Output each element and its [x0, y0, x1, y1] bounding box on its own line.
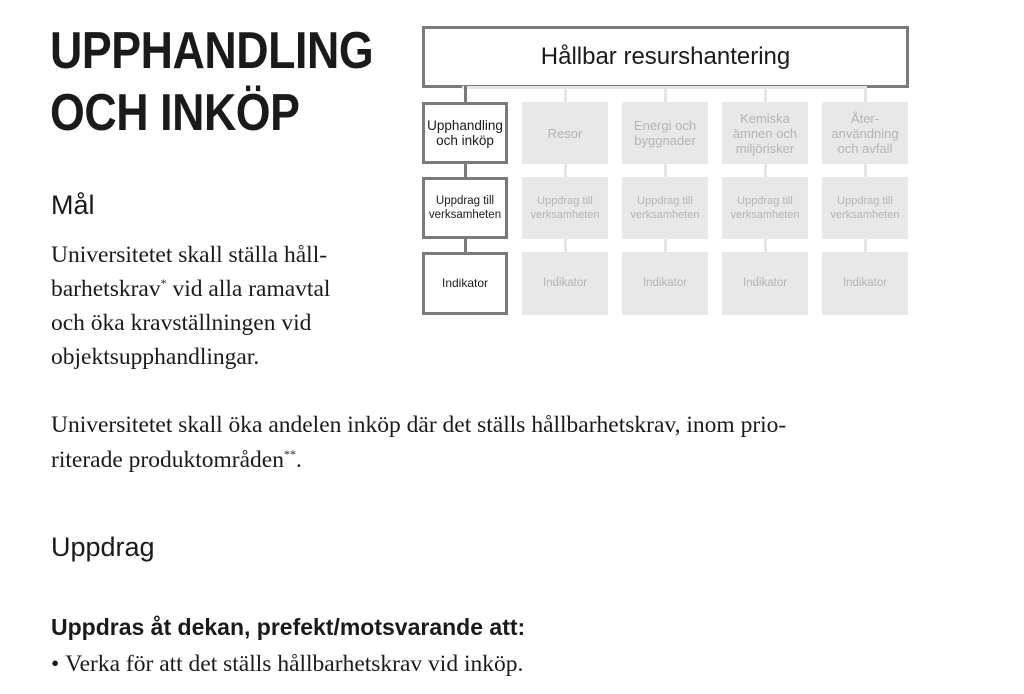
page-title-line-2: OCH INKÖP [50, 84, 300, 142]
mission-box-text-line: verksamheten [830, 209, 900, 221]
mission-box-text-line: Uppdrag till [637, 195, 693, 207]
indicator-box [722, 252, 808, 315]
mission-box-label [630, 194, 699, 222]
mission-box-label [830, 194, 899, 222]
diagram-connector-vertical [564, 164, 567, 177]
diagram-connector-vertical [664, 164, 667, 177]
goal-2-line-2: riterade produktområden [51, 447, 284, 473]
goal-1-line-2-end: vid alla ramavtal [166, 276, 331, 302]
goal-paragraph-1 [51, 238, 391, 374]
indicator-box-text-line: Indikator [842, 277, 888, 289]
indicator-box [522, 252, 608, 315]
goal-1-line-4: objektsupphandlingar. [51, 344, 260, 370]
category-box-label [733, 111, 797, 156]
indicator-box [622, 252, 708, 315]
goal-2-line-1: Universitetet skall öka andelen inköp där det ställs hållbarhetskrav, inom prio- [51, 412, 787, 438]
mission-box [522, 177, 608, 239]
indicator-box [422, 252, 508, 315]
list-item [51, 648, 523, 680]
footnote-marker: * [160, 276, 167, 290]
goal-2-period: . [295, 447, 302, 473]
diagram-connector-vertical [864, 239, 867, 252]
mission-box-label [429, 194, 501, 222]
mission-box-label [730, 194, 799, 222]
diagram-connector-vertical [664, 239, 667, 252]
category-box-text-line: ämnen och [732, 125, 798, 141]
footnote-marker-double: ** [283, 447, 296, 461]
diagram-root-box [422, 26, 909, 88]
category-box-text-line: och inköp [436, 133, 494, 148]
mission-box-text-line: verksamheten [630, 209, 700, 221]
diagram-connector-vertical [764, 86, 767, 102]
goal-1-line-1: Universitetet skall ställa håll- [51, 242, 328, 268]
indicator-box-text-line: Indikator [441, 276, 489, 290]
category-box [822, 102, 908, 164]
category-box-text-line: Åter- [850, 110, 880, 126]
mission-box [822, 177, 908, 239]
diagram-connector-vertical [864, 86, 867, 102]
category-box-label [427, 118, 503, 148]
category-box-text-line: Energi och [633, 118, 697, 133]
category-box-text-line: miljörisker [735, 140, 795, 156]
category-box-text-line: byggnader [634, 133, 696, 148]
diagram-connector-vertical [564, 86, 567, 102]
mission-box-text-line: verksamheten [730, 209, 800, 221]
mission-box [422, 177, 508, 239]
assignment-subheading: Uppdras åt dekan, prefekt/motsvarande att: [51, 614, 526, 640]
diagram-connector-vertical [464, 239, 467, 252]
goal-paragraph-2 [51, 408, 921, 478]
diagram-root-label: Hållbar resurshantering [540, 43, 791, 70]
category-box [422, 102, 508, 164]
category-box [722, 102, 808, 164]
indicator-box-label [643, 276, 687, 291]
diagram-connector-vertical [864, 164, 867, 177]
diagram-connector-vertical [764, 239, 767, 252]
diagram-connector-vertical [564, 239, 567, 252]
category-box-text-line: Kemiska [740, 110, 790, 126]
mission-box-text-line: Uppdrag till [837, 195, 893, 207]
mission-box-text-line: Uppdrag till [737, 195, 793, 207]
assignment-heading: Uppdrag [51, 532, 155, 562]
mission-box-text-line: verksamheten [428, 209, 502, 221]
diagram-connector-vertical [464, 164, 467, 177]
category-box-label [634, 118, 696, 148]
diagram-connector-vertical [764, 164, 767, 177]
goal-1-line-2: barhetskrav [51, 276, 161, 302]
category-box-label [831, 111, 898, 156]
mission-box-text-line: Uppdrag till [435, 195, 495, 207]
goal-1-line-3: och öka kravställningen vid [51, 310, 312, 336]
indicator-box-label [442, 276, 488, 291]
indicator-box-text-line: Indikator [742, 277, 788, 289]
indicator-box-label [743, 276, 787, 291]
mission-box-text-line: verksamheten [530, 209, 600, 221]
mission-box [622, 177, 708, 239]
page-title [50, 20, 373, 144]
list-item-text: Verka för att det ställs hållbarhetskrav vid inköp. [65, 651, 524, 677]
indicator-box-text-line: Indikator [542, 277, 588, 289]
indicator-box-text-line: Indikator [642, 277, 688, 289]
mission-box [722, 177, 808, 239]
diagram-connector-vertical [664, 86, 667, 102]
category-box-text-line: användning [831, 125, 899, 141]
diagram-connector-vertical [464, 86, 467, 102]
goals-heading: Mål [51, 190, 95, 220]
page-title-line-1: UPPHANDLING [50, 22, 374, 80]
mission-box-label [530, 194, 599, 222]
assignment-list [51, 648, 523, 680]
category-box-text-line: Resor [547, 125, 583, 141]
category-box-text-line: och avfall [837, 140, 893, 156]
indicator-box-label [543, 276, 587, 291]
category-box-text-line: Upphandling [427, 118, 503, 133]
category-box-label [548, 126, 583, 141]
mission-box-text-line: Uppdrag till [537, 195, 593, 207]
indicator-box [822, 252, 908, 315]
category-box [522, 102, 608, 164]
indicator-box-label [843, 276, 887, 291]
bullet-icon: • [51, 651, 60, 677]
category-box [622, 102, 708, 164]
